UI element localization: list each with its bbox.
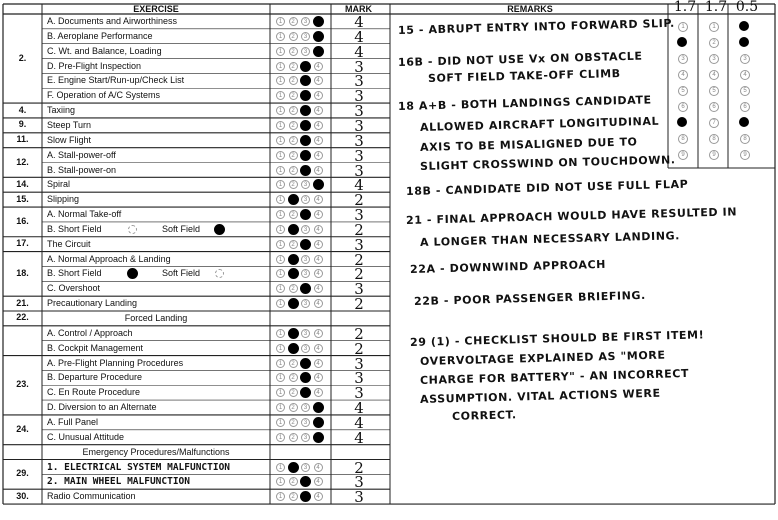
exercise-number: 12. [16,156,29,167]
score-bubble: 1 [276,210,285,219]
mark-value: 3 [354,131,364,150]
exercise-label: B. Cockpit Management [47,342,144,353]
score-bubble: 2 [289,106,298,115]
exercise-label: D. Pre-Flight Inspection [47,60,142,71]
score-bubble: 3 [301,329,310,338]
exercise-label: Slipping [47,194,80,205]
score-bubble [313,402,324,413]
mark-value: 3 [354,116,364,135]
score-bubble: 4 [314,195,323,204]
score-bubble: 2 [289,17,298,26]
mark-value: 2 [354,295,364,314]
exercise-label: A. Full Panel [47,416,99,427]
mark-value: 2 [354,458,364,477]
exercise-number: 16. [16,215,29,226]
code-bubble [677,37,687,47]
mark-value: 3 [354,369,364,388]
exercise-label: C. En Route Procedure [47,387,141,398]
code-digit: 1.7 [673,0,697,15]
score-bubble [288,343,299,354]
mark-value: 3 [354,354,364,373]
code-bubble: 9 [678,150,688,160]
exercise-label: 2. MAIN WHEEL MALFUNCTION [47,476,190,488]
score-bubble: 3 [301,255,310,264]
code-bubble [739,37,749,47]
exercise-label: A. Normal Take-off [47,209,122,220]
code-bubble: 9 [709,150,719,160]
score-bubble: 4 [314,76,323,85]
score-bubble: 3 [301,463,310,472]
score-bubble [300,120,311,131]
score-bubble: 4 [314,255,323,264]
exercise-number: 30. [16,490,29,501]
score-bubble [288,462,299,473]
score-bubble: 3 [301,180,310,189]
exercise-label: D. Diversion to an Alternate [47,402,157,413]
remark-line: 18B - CANDIDATE DID NOT USE FULL FLAP [405,177,689,198]
score-bubble: 3 [301,269,310,278]
score-bubble: 1 [276,17,285,26]
exercise-label: F. Operation of A/C Systems [47,90,161,101]
score-bubble: 4 [314,166,323,175]
score-bubble: 1 [276,269,285,278]
exercise-label: The Circuit [47,238,91,249]
remarks-header: REMARKS [507,4,553,14]
remark-line: SLIGHT CROSSWIND ON TOUCHDOWN. [419,153,676,173]
remark-line: 21 - FINAL APPROACH WOULD HAVE RESULTED IN [405,205,738,227]
score-bubble: 1 [276,32,285,41]
remark-line: 18 A+B - BOTH LANDINGS CANDIDATE [397,93,652,113]
score-bubble: 1 [276,329,285,338]
score-bubble: 2 [289,32,298,41]
remark-line: 22B - POOR PASSENGER BRIEFING. [413,288,647,308]
exercise-number: 9. [18,119,27,130]
score-bubble: 2 [289,136,298,145]
score-bubble: 2 [289,62,298,71]
exercise-label: Radio Communication [47,491,136,502]
field-choice-bubble [128,225,137,234]
score-bubble: 3 [301,403,310,412]
exercise-label: A. Pre-Flight Planning Procedures [47,357,184,368]
score-bubble: 4 [314,106,323,115]
score-bubble: 4 [314,373,323,382]
score-bubble: 1 [276,418,285,427]
score-bubble [300,358,311,369]
score-bubble: 3 [301,17,310,26]
score-bubble [300,165,311,176]
score-bubble: 2 [289,240,298,249]
exercise-number: 17. [16,238,29,249]
mark-value: 3 [354,57,364,76]
score-bubble: 4 [314,91,323,100]
score-bubble: 3 [301,32,310,41]
exercise-label: B. Departure Procedure [47,372,143,383]
exercise-number: 18. [16,267,29,278]
exercise-label: Precautionary Landing [47,298,138,309]
score-bubble [288,194,299,205]
score-bubble: 2 [289,180,298,189]
code-bubble: 3 [678,54,688,64]
code-bubble: 4 [678,70,688,80]
score-bubble: 4 [314,121,323,130]
score-bubble: 1 [276,403,285,412]
score-bubble: 2 [289,492,298,501]
score-bubble: 1 [276,62,285,71]
score-bubble: 1 [276,91,285,100]
mark-value: 2 [354,265,364,284]
score-bubble: 4 [314,299,323,308]
score-bubble [313,432,324,443]
score-bubble: 2 [289,403,298,412]
score-bubble: 1 [276,433,285,442]
score-bubble: 4 [314,240,323,249]
mark-value: 2 [354,250,364,269]
score-bubble [288,224,299,235]
exercise-header: EXERCISE [133,4,179,14]
exercise-label: C. Wt. and Balance, Loading [47,45,162,56]
score-bubble: 4 [314,477,323,486]
score-bubble: 1 [276,359,285,368]
score-bubble: 1 [276,477,285,486]
score-bubble: 1 [276,136,285,145]
score-bubble: 1 [276,299,285,308]
score-bubble [300,61,311,72]
mark-header: MARK [345,4,372,14]
exercise-label: A. Normal Approach & Landing [47,253,171,264]
mark-value: 3 [354,473,364,492]
code-bubble: 2 [709,38,719,48]
exercise-label: Forced Landing [124,313,188,323]
score-bubble [313,31,324,42]
score-bubble: 3 [301,47,310,56]
score-bubble: 4 [314,269,323,278]
exercise-number: 14. [16,178,29,189]
remark-line: OVERVOLTAGE EXPLAINED AS "MORE [419,348,666,368]
score-bubble: 4 [314,284,323,293]
soft-field-label: Soft Field [162,268,201,279]
exercise-label: C. Overshoot [47,283,101,294]
score-bubble: 3 [301,418,310,427]
exercise-label: Taxiing [47,105,76,116]
exercise-number: 15. [16,193,29,204]
mark-value: 2 [354,220,364,239]
score-bubble: 3 [301,195,310,204]
score-bubble: 4 [314,463,323,472]
score-bubble: 2 [289,151,298,160]
score-bubble: 2 [289,477,298,486]
code-bubble [739,117,749,127]
score-bubble [288,268,299,279]
code-bubble: 6 [678,102,688,112]
score-bubble [300,135,311,146]
exercise-label: Slow Flight [47,134,92,145]
score-bubble: 1 [276,121,285,130]
code-bubble: 8 [709,134,719,144]
score-bubble: 2 [289,76,298,85]
mark-value: 3 [354,235,364,254]
code-bubble: 5 [709,86,719,96]
exercise-label: E. Engine Start/Run-up/Check List [47,75,185,86]
score-bubble: 4 [314,388,323,397]
exercise-number: 2. [18,52,27,63]
exercise-label: A. Stall-power-off [47,149,116,160]
score-bubble: 4 [314,151,323,160]
remark-line: A LONGER THAN NECESSARY LANDING. [419,229,681,249]
score-bubble [313,46,324,57]
mark-value: 3 [354,384,364,403]
code-bubble: 4 [740,70,750,80]
exercise-number: 24. [16,423,29,434]
score-bubble: 2 [289,388,298,397]
mark-value: 3 [354,488,364,507]
soft-field-label: Soft Field [162,223,201,234]
exercise-label: Emergency Procedures/Malfunctions [82,446,230,457]
score-bubble: 1 [276,240,285,249]
exercise-label: B. Aeroplane Performance [47,30,153,41]
score-bubble: 1 [276,255,285,264]
code-bubble: 9 [740,150,750,160]
mark-value: 3 [354,206,364,225]
exercise-number: 22. [16,312,29,323]
code-bubble: 3 [740,54,750,64]
score-bubble: 2 [289,433,298,442]
exercise-label: B. Short Field [47,223,102,234]
score-bubble: 2 [289,418,298,427]
score-bubble: 1 [276,106,285,115]
exercise-label: Spiral [47,179,71,190]
score-bubble: 1 [276,373,285,382]
mark-value: 3 [354,87,364,106]
score-bubble: 4 [314,492,323,501]
code-bubble: 1 [709,22,719,32]
exercise-label: C. Unusual Attitude [47,431,125,442]
code-bubble: 8 [678,134,688,144]
remark-line: 16B - DID NOT USE Vx ON OBSTACLE [397,49,643,69]
remark-line: SOFT FIELD TAKE-OFF CLIMB [427,66,621,85]
mark-value: 3 [354,102,364,121]
score-bubble: 4 [314,359,323,368]
code-bubble [677,117,687,127]
score-bubble: 1 [276,180,285,189]
mark-value: 3 [354,72,364,91]
score-bubble [288,298,299,309]
mark-value: 2 [354,191,364,210]
exercise-label: 1. ELECTRICAL SYSTEM MALFUNCTION [47,461,231,473]
score-bubble: 1 [276,388,285,397]
score-bubble: 1 [276,166,285,175]
score-bubble: 1 [276,492,285,501]
score-bubble: 2 [289,373,298,382]
remark-line: 22A - DOWNWIND APPROACH [409,257,607,276]
mark-value: 4 [354,27,364,46]
code-bubble: 6 [740,102,750,112]
remark-line: CHARGE FOR BATTERY" - AN INCORRECT [419,366,690,387]
mark-value: 4 [354,399,364,418]
score-bubble: 2 [289,284,298,293]
score-bubble [288,328,299,339]
score-bubble: 4 [314,210,323,219]
exercise-number: 21. [16,297,29,308]
score-bubble [313,16,324,27]
score-bubble: 3 [301,433,310,442]
code-bubble: 6 [709,102,719,112]
score-bubble: 1 [276,151,285,160]
score-bubble: 3 [301,344,310,353]
code-bubble: 7 [709,118,719,128]
score-bubble: 1 [276,195,285,204]
exercise-label: A. Documents and Airworthiness [47,16,178,26]
remark-line: 29 (1) - CHECKLIST SHOULD BE FIRST ITEM! [409,328,705,349]
score-bubble: 2 [289,166,298,175]
mark-value: 4 [354,13,364,31]
score-bubble: 1 [276,463,285,472]
exercise-number: 23. [16,379,29,390]
mark-value: 4 [354,42,364,61]
score-bubble: 1 [276,225,285,234]
mark-value: 3 [354,280,364,299]
remark-line: ALLOWED AIRCRAFT LONGITUDINAL [419,114,660,134]
remark-line: 15 - ABRUPT ENTRY INTO FORWARD SLIP. [397,16,675,37]
score-bubble [313,417,324,428]
code-bubble: 4 [709,70,719,80]
mark-value: 2 [354,339,364,358]
mark-value: 2 [354,324,364,343]
score-bubble [300,239,311,250]
code-digit: 1.7 [704,0,728,15]
code-bubble: 5 [678,86,688,96]
remark-line: AXIS TO BE MISALIGNED DUE TO [419,135,638,154]
code-bubble: 1 [678,22,688,32]
mark-value: 3 [354,146,364,165]
code-bubble: 5 [740,86,750,96]
score-bubble: 2 [289,47,298,56]
code-digit: 0.5 [735,0,759,15]
score-bubble: 4 [314,136,323,145]
score-bubble: 4 [314,344,323,353]
mark-value: 4 [354,176,364,195]
score-bubble [300,150,311,161]
score-bubble: 1 [276,284,285,293]
score-bubble: 2 [289,121,298,130]
exercise-label: A. Control / Approach [47,327,133,338]
score-bubble [313,179,324,190]
exercise-label: Steep Turn [47,119,92,130]
code-bubble [739,21,749,31]
code-bubble: 3 [709,54,719,64]
score-bubble: 3 [301,225,310,234]
mark-value: 3 [354,161,364,180]
field-choice-bubble [214,224,225,235]
exercise-label: B. Short Field [47,268,102,279]
exercise-number: 11. [16,134,29,145]
mark-value: 4 [354,413,364,432]
score-bubble: 4 [314,329,323,338]
remark-line: CORRECT. [451,408,517,423]
score-bubble: 4 [314,62,323,71]
score-bubble: 2 [289,91,298,100]
score-bubble: 1 [276,76,285,85]
score-bubble: 2 [289,210,298,219]
exercise-label: B. Stall-power-on [47,164,117,175]
exercise-number: 4. [18,104,27,115]
score-bubble [300,209,311,220]
exercise-number: 29. [16,468,29,479]
code-bubble: 8 [740,134,750,144]
score-bubble: 4 [314,225,323,234]
score-bubble: 2 [289,359,298,368]
score-bubble: 3 [301,299,310,308]
mark-value: 4 [354,428,364,447]
score-bubble [288,254,299,265]
remark-line: ASSUMPTION. VITAL ACTIONS WERE [419,386,661,406]
score-bubble: 1 [276,344,285,353]
score-bubble: 1 [276,47,285,56]
